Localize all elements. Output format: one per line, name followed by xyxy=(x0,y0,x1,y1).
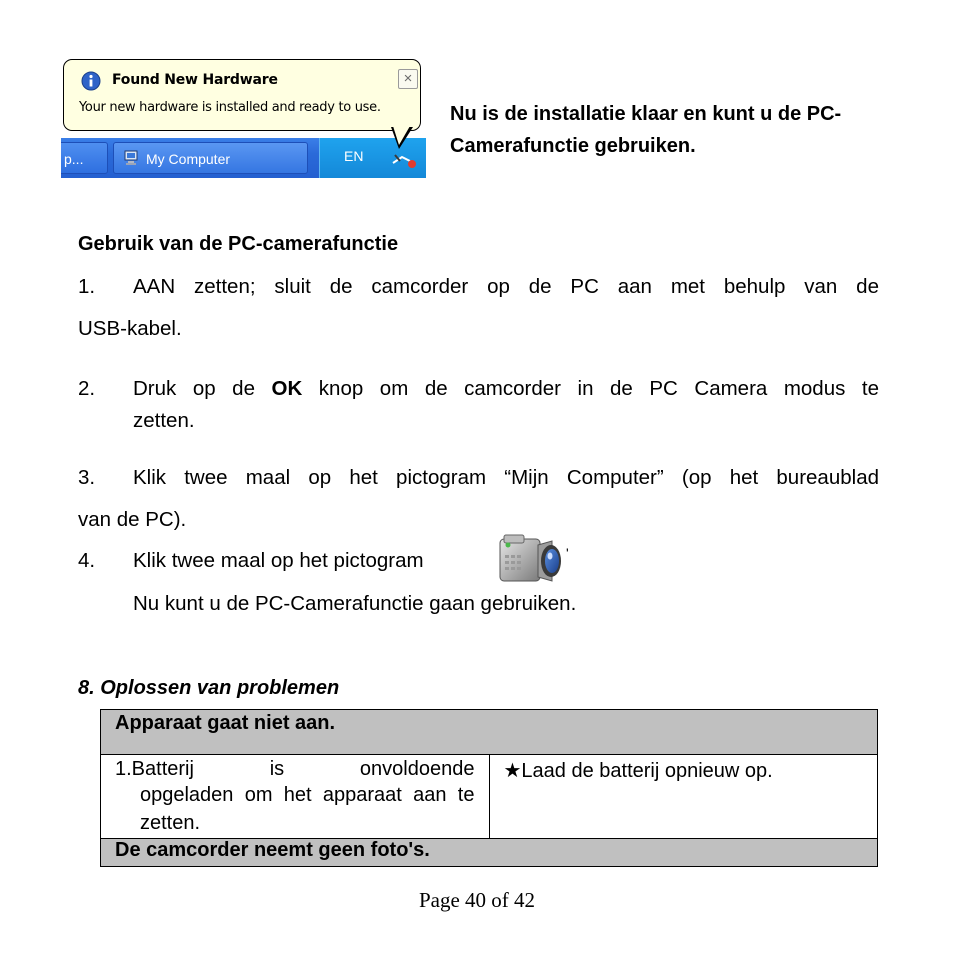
balloon-tail-fill xyxy=(393,126,410,145)
cause-text: 1.Batterij is onvoldoende xyxy=(115,758,475,780)
language-indicator[interactable]: EN xyxy=(344,148,364,164)
safely-remove-hardware-icon[interactable] xyxy=(390,149,416,169)
close-icon[interactable]: × xyxy=(398,69,418,89)
my-computer-icon xyxy=(124,150,138,166)
step-text-continued: zetten. xyxy=(133,409,195,432)
step-text xyxy=(133,377,879,401)
step-number: 1. xyxy=(78,275,96,298)
solution-cell: ★Laad de batterij opnieuw op. xyxy=(489,755,878,839)
problem-heading: Apparaat gaat niet aan. xyxy=(101,710,878,755)
troubleshooting-heading: 8. Oplossen van problemen xyxy=(78,677,340,699)
ok-button-label: OK xyxy=(271,377,303,400)
notification-balloon[interactable] xyxy=(63,59,421,131)
page-number: Page 40 of 42 xyxy=(418,888,536,912)
taskbar-my-computer-label: My Computer xyxy=(146,151,231,167)
cause-cell xyxy=(101,755,490,839)
taskbar-button-my-computer[interactable] xyxy=(113,142,308,174)
problem-heading: De camcorder neemt geen foto's. xyxy=(101,839,878,867)
step-number: 4. xyxy=(78,549,96,572)
table-header-row xyxy=(101,710,878,755)
stray-mark: ' xyxy=(566,545,569,561)
troubleshooting-table xyxy=(100,709,878,867)
step-text: Klik twee maal op het pictogram xyxy=(133,549,424,572)
found-new-hardware-screenshot xyxy=(61,57,426,178)
step-text-continued: van de PC). xyxy=(78,508,187,531)
cause-text-continued: opgeladen om het apparaat aan te zetten. xyxy=(140,784,475,834)
windows-taskbar xyxy=(61,138,426,178)
step-text: Klik twee maal op het pictogram “Mijn Computer” (op het bureaublad xyxy=(133,466,879,489)
step-number: 3. xyxy=(78,466,96,489)
step-text-part: Druk op de xyxy=(133,377,272,400)
step-text-part: knop om de camcorder in de PC Camera modus te xyxy=(302,377,879,400)
step-text-continued: Nu kunt u de PC-Camerafunctie gaan gebruiken. xyxy=(133,592,577,615)
info-icon xyxy=(81,71,101,91)
section-heading: Gebruik van de PC-camerafunctie xyxy=(78,233,399,255)
table-header-row xyxy=(101,839,878,867)
table-row xyxy=(101,755,878,839)
step-text-continued: USB-kabel. xyxy=(78,317,182,340)
balloon-title: Found New Hardware xyxy=(112,72,278,88)
balloon-message: Your new hardware is installed and ready to use. xyxy=(79,100,381,115)
step-number: 2. xyxy=(78,377,96,400)
camcorder-icon xyxy=(494,531,566,587)
installation-complete-text: Nu is de installatie klaar en kunt u de PC-Camerafunctie gebruiken. xyxy=(450,103,842,157)
taskbar-button-left[interactable]: p... xyxy=(61,142,108,174)
step-text: AAN zetten; sluit de camcorder op de PC aan met behulp van de xyxy=(133,275,879,298)
